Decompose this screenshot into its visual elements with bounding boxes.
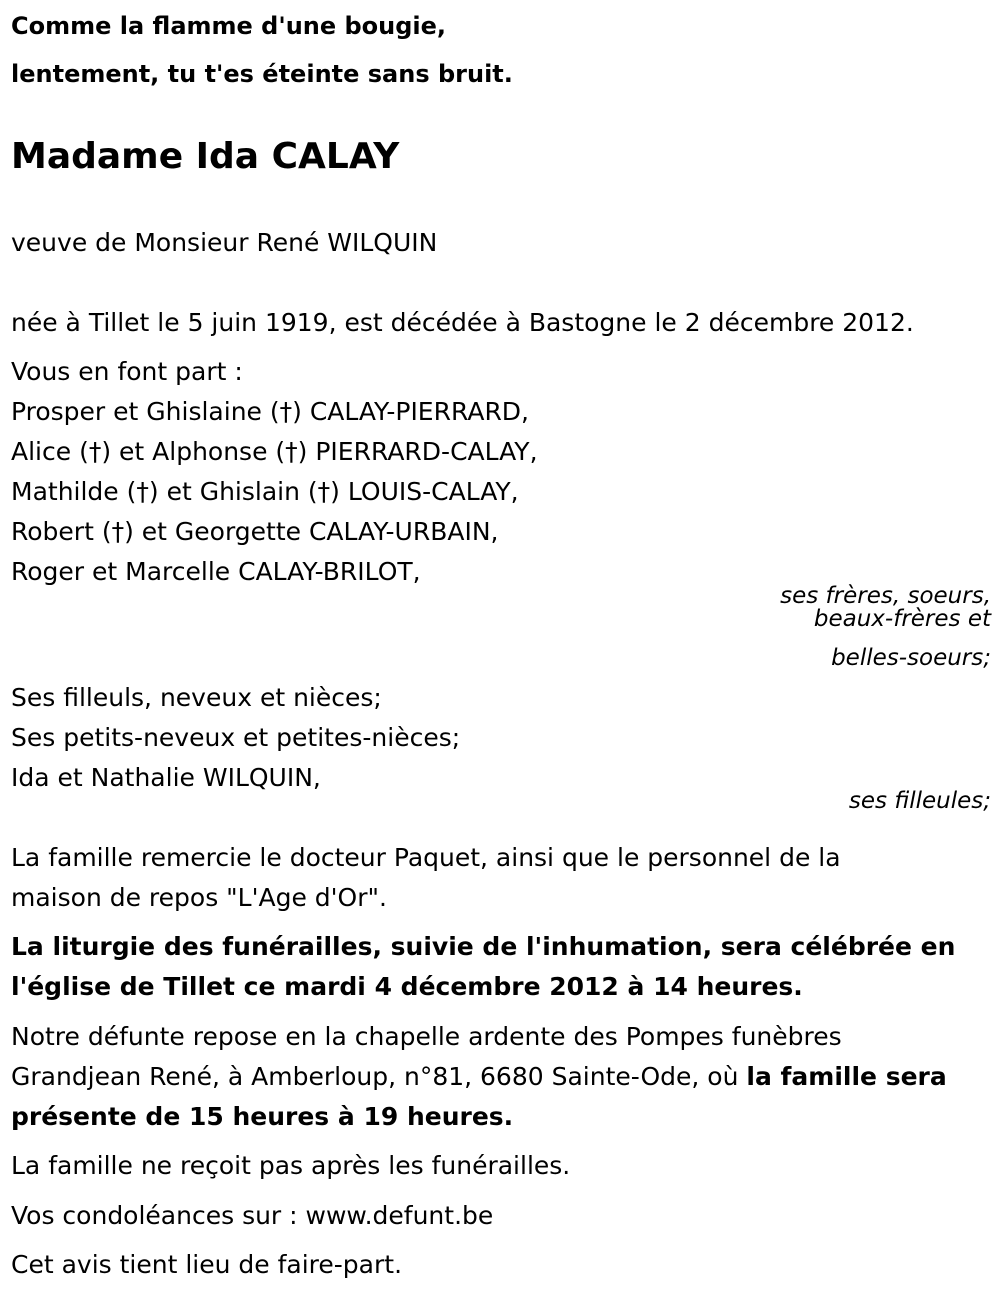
announcement-intro: Vous en font part : [11,357,243,386]
godchildren-caption: ses filleules; [848,788,991,814]
sibling-line: Roger et Marcelle CALAY-BRILOT, [11,557,421,586]
condolences: Vos condoléances sur : www.defunt.be [11,1201,494,1230]
sibling-line: Mathilde (†) et Ghislain (†) LOUIS-CALAY, [11,477,519,506]
godchildren-line: Ida et Nathalie WILQUIN, [11,763,321,792]
funeral-line-2: l'église de Tillet ce mardi 4 décembre 2012 à 14 heures. [11,972,803,1001]
quote-line-2: lentement, tu t'es éteinte sans bruit. [11,60,513,88]
rest-line-3: présente de 15 heures à 19 heures. [11,1102,514,1131]
quote-line-1: Comme la flamme d'une bougie, [11,12,447,40]
thanks-line-1: La famille remercie le docteur Paquet, ainsi que le personnel de la [11,843,841,872]
godchildren-line: Ses petits-neveux et petites-nièces; [11,723,461,752]
siblings-caption-line-2: beaux-frères et [813,606,991,632]
siblings-caption-line-3: belles-soeurs; [831,645,991,671]
rest-line-1: Notre défunte repose en la chapelle ardente des Pompes funèbres [11,1022,842,1051]
rest-line-2-bold: la famille sera [746,1062,947,1091]
thanks-line-2: maison de repos "L'Age d'Or". [11,883,387,912]
sibling-line: Alice (†) et Alphonse (†) PIERRARD-CALAY, [11,437,538,466]
godchildren-line: Ses filleuls, neveux et nièces; [11,683,382,712]
deceased-name: Madame Ida CALAY [11,136,400,177]
widow-of: veuve de Monsieur René WILQUIN [11,228,438,257]
notice: Cet avis tient lieu de faire-part. [11,1250,403,1279]
no-reception: La famille ne reçoit pas après les funérailles. [11,1151,571,1180]
funeral-line-1: La liturgie des funérailles, suivie de l'inhumation, sera célébrée en [11,932,956,961]
sibling-line: Prosper et Ghislaine (†) CALAY-PIERRARD, [11,397,530,426]
rest-line-2 [11,1062,947,1092]
birth-death: née à Tillet le 5 juin 1919, est décédée à Bastogne le 2 décembre 2012. [11,308,914,337]
sibling-line: Robert (†) et Georgette CALAY-URBAIN, [11,517,499,546]
siblings-caption-line-1: ses frères, soeurs, [780,583,991,609]
rest-line-2-text: Grandjean René, à Amberloup, n°81, 6680 Sainte-Ode, où [11,1062,747,1091]
